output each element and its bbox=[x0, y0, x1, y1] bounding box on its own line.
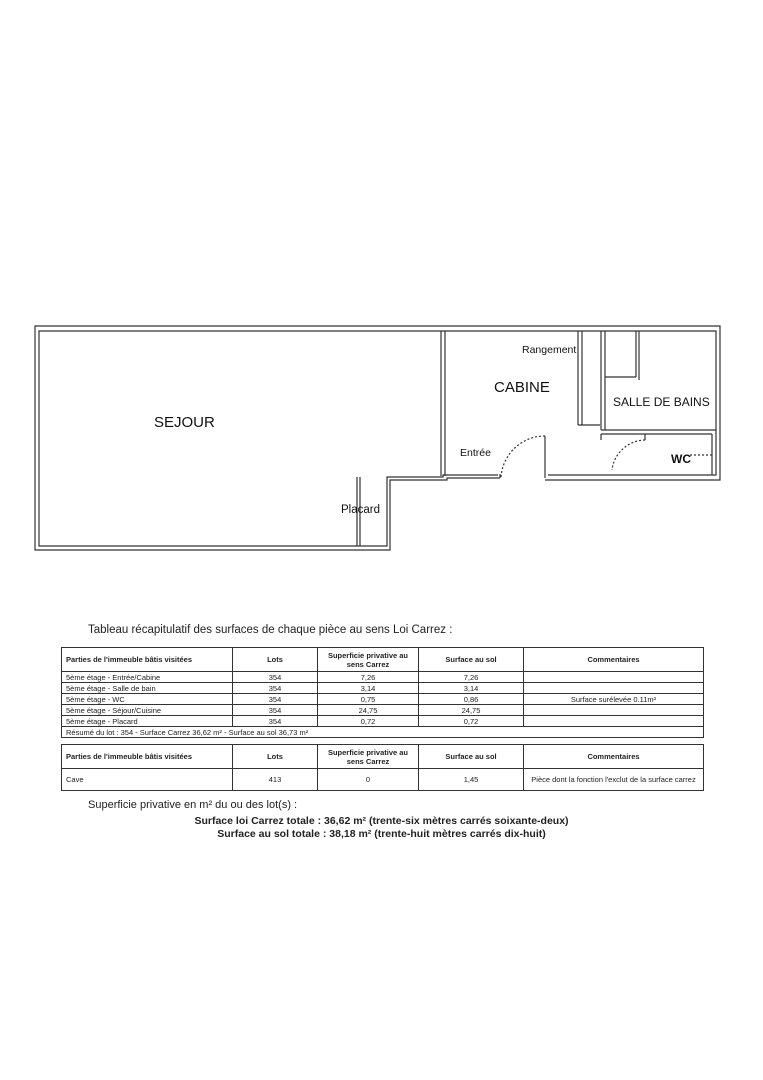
cell-commentaire bbox=[524, 683, 704, 694]
header-cell: Commentaires bbox=[524, 745, 704, 769]
cell-partie: 5ème étage - Salle de bain bbox=[62, 683, 233, 694]
table-title: Tableau récapitulatif des surfaces de chaque pièce au sens Loi Carrez : bbox=[88, 624, 453, 636]
header-cell: Lots bbox=[233, 648, 318, 672]
cell-carrez: 0,72 bbox=[318, 716, 419, 727]
table-row bbox=[62, 705, 704, 716]
cell-partie: 5ème étage - Séjour/Cuisine bbox=[62, 705, 233, 716]
total-sol: Surface au sol totale : 38,18 m² (trente-huit mètres carrés dix-huit) bbox=[217, 828, 546, 840]
cell-sol: 0,72 bbox=[419, 716, 524, 727]
cell-partie: 5ème étage - Placard bbox=[62, 716, 233, 727]
cell-sol: 24,75 bbox=[419, 705, 524, 716]
total-carrez: Surface loi Carrez totale : 36,62 m² (trente-six mètres carrés soixante-deux) bbox=[194, 815, 569, 827]
cell-lot: 354 bbox=[233, 694, 318, 705]
cave-table bbox=[61, 744, 704, 791]
cell-commentaire bbox=[524, 716, 704, 727]
table-header-row bbox=[62, 648, 704, 672]
cell-carrez: 0 bbox=[318, 769, 419, 791]
cell-partie: Cave bbox=[62, 769, 233, 791]
header-cell: Lots bbox=[233, 745, 318, 769]
cell-carrez: 3,14 bbox=[318, 683, 419, 694]
outer-wall bbox=[35, 326, 720, 550]
header-cell: Surface au sol bbox=[419, 745, 524, 769]
cell-lot: 354 bbox=[233, 705, 318, 716]
cell-commentaire bbox=[524, 705, 704, 716]
room-label-cabine: CABINE bbox=[494, 379, 550, 396]
cell-partie: 5ème étage - Entrée/Cabine bbox=[62, 672, 233, 683]
table-row bbox=[62, 672, 704, 683]
cell-carrez: 0,75 bbox=[318, 694, 419, 705]
cell-lot: 354 bbox=[233, 672, 318, 683]
superficie-label: Superficie privative en m² du ou des lot(s) : bbox=[88, 799, 298, 811]
table-summary-row bbox=[62, 727, 704, 738]
cell-commentaire: Pièce dont la fonction l'exclut de la surface carrez bbox=[524, 769, 704, 791]
cell-commentaire: Surface surélevée 0.11m² bbox=[524, 694, 704, 705]
cell-sol: 3,14 bbox=[419, 683, 524, 694]
header-cell: Parties de l'immeuble bâtis visitées bbox=[62, 648, 233, 672]
room-label-salle-de-bains: SALLE DE BAINS bbox=[613, 395, 710, 409]
header-cell: Superficie privative au sens Carrez bbox=[318, 745, 419, 769]
cell-lot: 354 bbox=[233, 683, 318, 694]
header-cell: Parties de l'immeuble bâtis visitées bbox=[62, 745, 233, 769]
header-cell: Commentaires bbox=[524, 648, 704, 672]
cell-sol: 0,86 bbox=[419, 694, 524, 705]
cell-sol: 7,26 bbox=[419, 672, 524, 683]
header-cell: Superficie privative au sens Carrez bbox=[318, 648, 419, 672]
cell-commentaire bbox=[524, 672, 704, 683]
header-cell: Surface au sol bbox=[419, 648, 524, 672]
cell-partie: 5ème étage - WC bbox=[62, 694, 233, 705]
room-label-entree: Entrée bbox=[460, 447, 491, 459]
room-label-wc: WC bbox=[671, 452, 691, 466]
lot-summary: Résumé du lot : 354 - Surface Carrez 36,62 m² - Surface au sol 36,73 m² bbox=[62, 727, 704, 738]
cell-lot: 354 bbox=[233, 716, 318, 727]
cell-lot: 413 bbox=[233, 769, 318, 791]
cell-carrez: 7,26 bbox=[318, 672, 419, 683]
table-row bbox=[62, 769, 704, 791]
cell-carrez: 24,75 bbox=[318, 705, 419, 716]
room-label-placard: Placard bbox=[341, 504, 380, 516]
table-row bbox=[62, 683, 704, 694]
table-row bbox=[62, 694, 704, 705]
room-label-rangement: Rangement bbox=[522, 344, 577, 356]
table-row bbox=[62, 716, 704, 727]
table-header-row bbox=[62, 745, 704, 769]
cell-sol: 1,45 bbox=[419, 769, 524, 791]
surface-table bbox=[61, 647, 704, 738]
room-label-sejour: SEJOUR bbox=[154, 414, 215, 431]
